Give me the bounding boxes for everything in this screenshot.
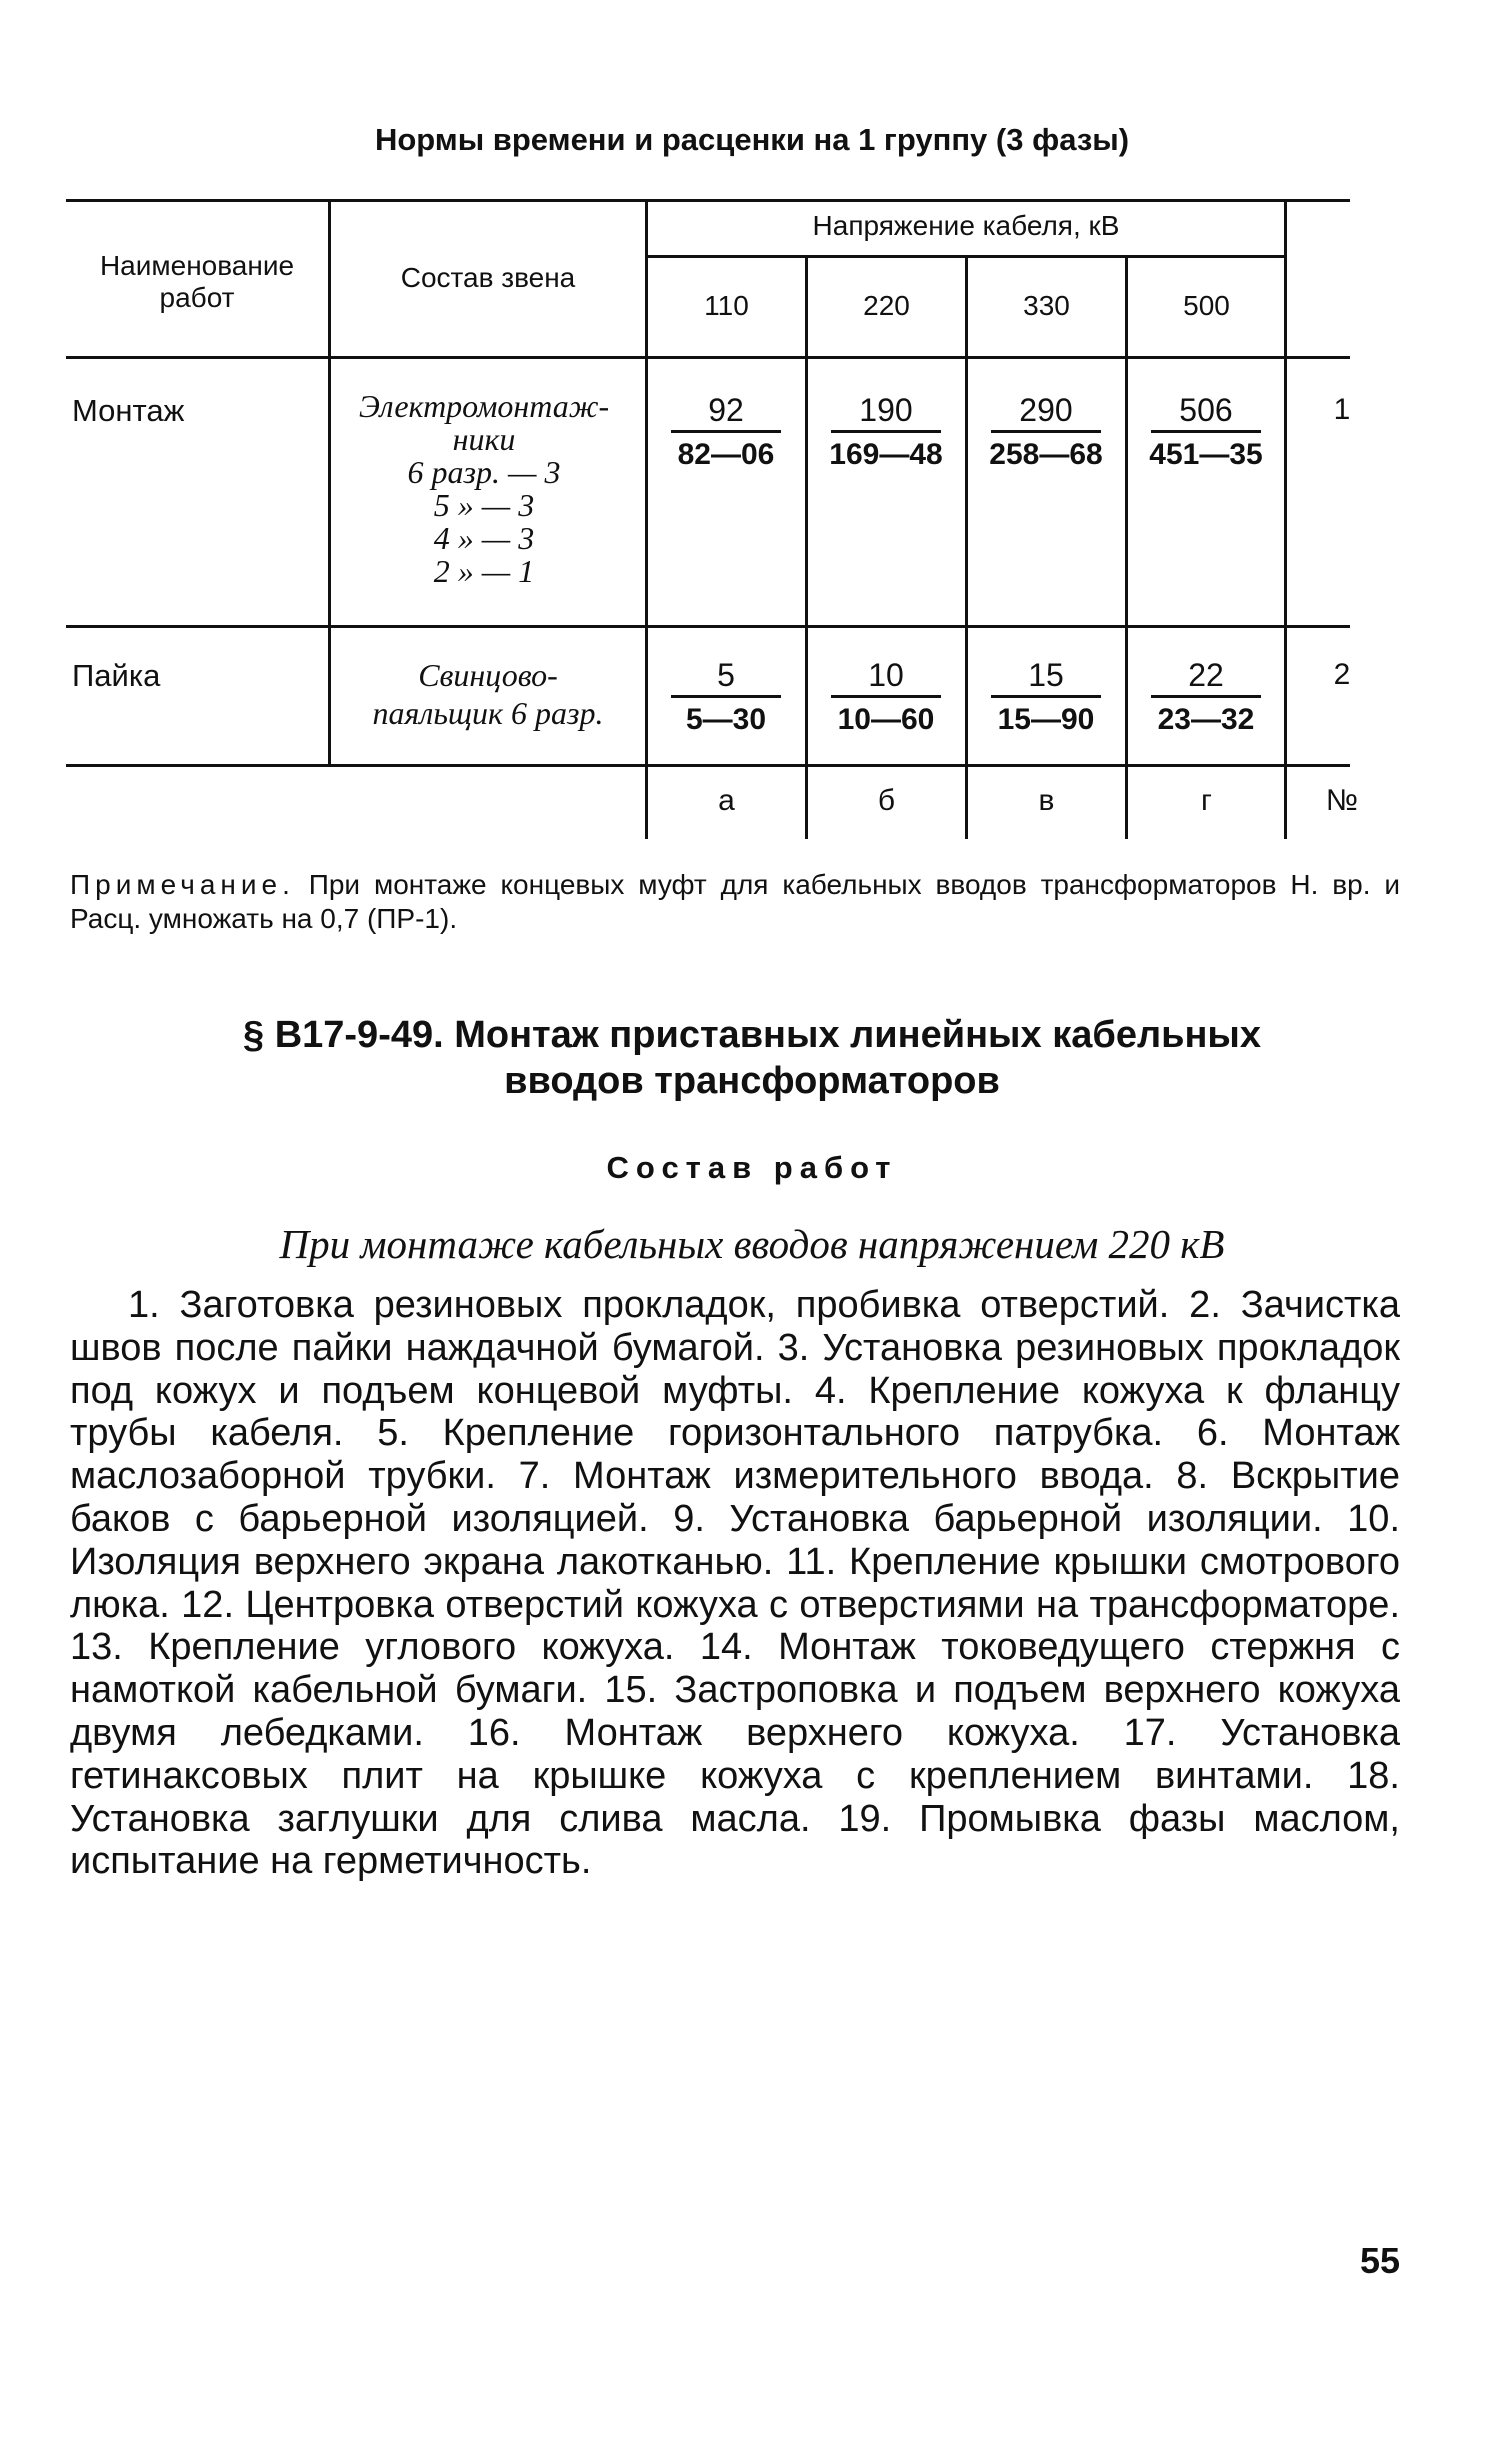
work-composition-text: 1. Заготовка резиновых прокладок, пробивка отверстий. 2. Зачистка швов после пайки наждачной бумагой. 3. Установка резиновых прокладок под кожух и подъем концевой муфты. 4. Крепление кожуха к фланцу трубы кабеля. 5. Крепление горизонтального патрубка. 6. Монтаж маслозаборной трубки. 7. Монтаж измерительного ввода. 8. Вскрытие баков с барьерной изоляцией. 9. Установка барьерной изоляции. 10. Изоляция верхнего экрана лакотканью. 11. Крепление крышки смотрового люка. 12. Центровка отверстий кожуха с отверстиями на трансформаторе. 13. Крепление углового кожуха. 14. Монтаж токоведущего стержня с намоткой кабельной бумаги. 15. Застроповка и подъем верхнего кожуха двумя лебедками. 16. Монтаж верхнего кожуха. 17. Установка гетинаксовых плит на крышке кожуха с креплением винтами. 18. Установка заглушки для слива масла. 19. Промывка фазы маслом, испытание на герметичность. [70, 1284, 1400, 1883]
rate: 10—60 [837, 703, 935, 736]
norm-payka-330 [966, 655, 1126, 742]
crew-line: паяльщик 6 разр. [372, 695, 604, 731]
table-top-border [66, 199, 1350, 202]
header-voltage: Напряжение кабеля, кВ [812, 210, 1120, 241]
rate: 82—06 [677, 438, 775, 471]
time-norm: 15 [1028, 657, 1064, 693]
crew-line: 5 » — 3 [433, 487, 535, 523]
note-prefix: Примечание. [70, 869, 295, 900]
col-divider-4 [965, 255, 968, 839]
time-norm: 190 [859, 392, 913, 428]
norm-payka-500 [1126, 655, 1286, 742]
col-divider-1 [328, 199, 331, 765]
col-divider-3 [805, 255, 808, 839]
section-title-line2: вводов трансформаторов [504, 1060, 1000, 1102]
rate: 451—35 [1149, 438, 1263, 471]
time-norm: 22 [1188, 657, 1224, 693]
table-title: Нормы времени и расценки на 1 группу (3 фазы) [374, 122, 1130, 157]
crew-composition-payka [334, 656, 642, 732]
crew-line: 2 » — 1 [433, 553, 535, 589]
column-letter-b: б [877, 784, 896, 817]
rate: 15—90 [997, 703, 1095, 736]
rate: 258—68 [989, 438, 1103, 471]
crew-line: 6 разр. — 3 [407, 454, 561, 490]
crew-line: Свинцово- [418, 657, 558, 693]
header-voltage-110: 110 [704, 290, 749, 321]
section-title [0, 1012, 1504, 1104]
crew-line: ники [452, 421, 516, 457]
norm-montazh-220 [806, 390, 966, 477]
header-work-name: Наименование работ [99, 250, 295, 314]
column-letter-v: в [1038, 784, 1055, 817]
row-number-1: 1 [1333, 393, 1351, 426]
crew-line: Электромонтаж- [358, 388, 610, 424]
column-letter-a: а [718, 784, 735, 817]
italic-heading: При монтаже кабельных вводов напряжением 220 кВ [279, 1221, 1225, 1267]
rate: 23—32 [1157, 703, 1255, 736]
time-norm: 290 [1019, 392, 1073, 428]
row-divider [66, 625, 1350, 628]
time-norm: 506 [1179, 392, 1233, 428]
time-norm: 10 [868, 657, 904, 693]
body-bottom-border [66, 764, 1350, 767]
page-number: 55 [1359, 2240, 1400, 2281]
norm-montazh-110 [646, 390, 806, 477]
rate: 5—30 [685, 703, 767, 736]
section-title-line1: § В17-9-49. Монтаж приставных линейных кабельных [243, 1014, 1261, 1056]
column-letter-g: г [1201, 784, 1212, 817]
norm-montazh-330 [966, 390, 1126, 477]
table-note [70, 868, 1400, 936]
crew-composition-montazh [334, 390, 634, 588]
header-crew: Состав звена [400, 262, 576, 293]
time-norm: 92 [708, 392, 744, 428]
row-label-montazh: Монтаж [72, 393, 185, 428]
norm-payka-110 [646, 655, 806, 742]
col-divider-5 [1125, 255, 1128, 839]
norm-montazh-500 [1126, 390, 1286, 477]
header-bottom-border [66, 356, 1350, 359]
row-label-payka: Пайка [72, 658, 161, 693]
number-sign: № [1325, 784, 1359, 817]
crew-line: 4 » — 3 [433, 520, 535, 556]
header-voltage-220: 220 [863, 290, 910, 321]
rate: 169—48 [829, 438, 943, 471]
header-voltage-500: 500 [1183, 290, 1230, 321]
norm-payka-220 [806, 655, 966, 742]
header-voltage-330: 330 [1023, 290, 1070, 321]
row-number-2: 2 [1333, 658, 1351, 691]
subheading: Состав работ [606, 1150, 898, 1185]
time-norm: 5 [717, 657, 735, 693]
note-text: При монтаже концевых муфт для кабельных вводов трансформаторов Н. вр. и Расц. умножать на 0,7 (ПР-1). [70, 869, 1400, 934]
